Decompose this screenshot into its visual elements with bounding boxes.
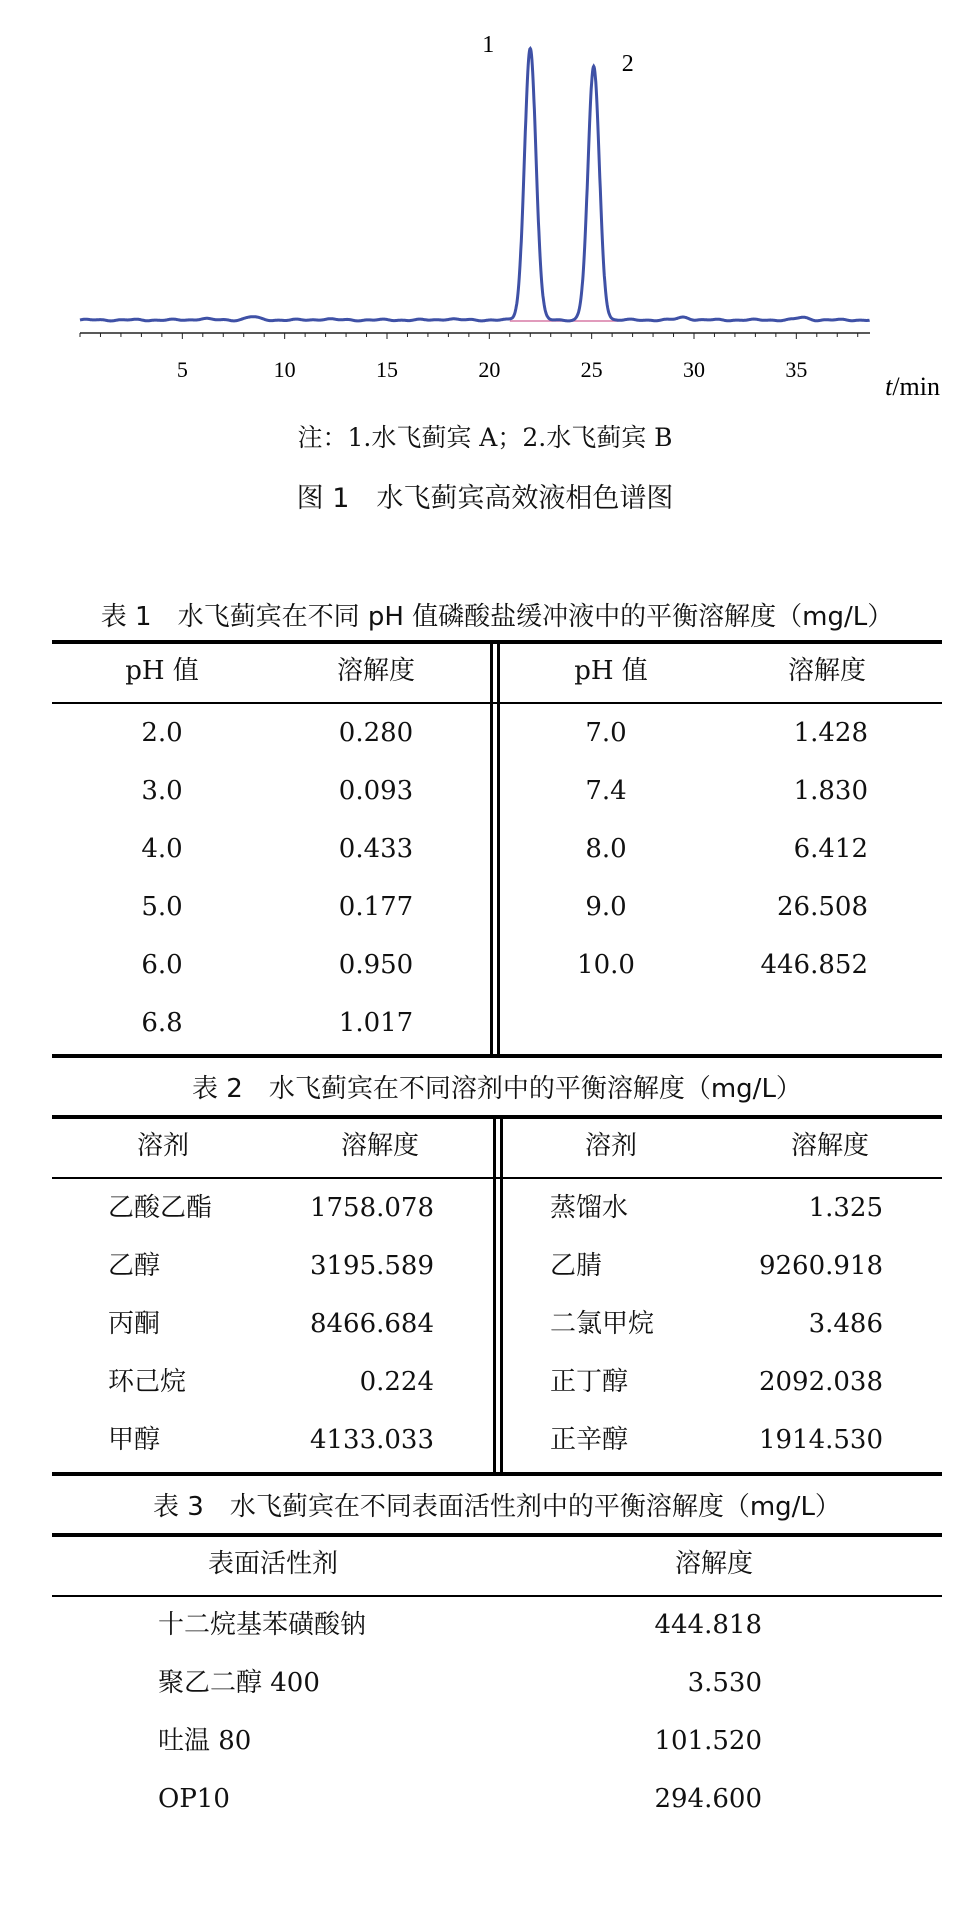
table3-solubility-cell: 444.818 <box>654 1610 762 1640</box>
table2-solubility-cell: 1.325 <box>808 1193 883 1223</box>
table2-solvent-cell: 甲醇 <box>108 1425 161 1455</box>
table3-top-rule <box>52 1533 942 1537</box>
figure-note: 注：1.水飞蓟宾 A；2.水飞蓟宾 B <box>297 423 673 452</box>
table2-solubility-cell: 2092.038 <box>758 1367 883 1397</box>
peak-label: 2 <box>621 51 634 78</box>
table1-solubility-cell: 446.852 <box>760 950 868 980</box>
table3-solubility-cell: 3.530 <box>687 1668 762 1698</box>
table3-surfactant-cell: 聚乙二醇 400 <box>158 1668 320 1698</box>
table2-solubility-cell: 3.486 <box>808 1309 883 1339</box>
table2-header: 溶剂 <box>584 1131 638 1161</box>
table3-surfactant-cell: 十二烷基苯磺酸钠 <box>158 1610 367 1640</box>
table2-solvent-cell: 乙酸乙酯 <box>108 1193 213 1223</box>
table1-solubility-cell: 1.830 <box>793 776 868 806</box>
table1-solubility-cell: 6.412 <box>793 834 868 864</box>
table2-solvent-cell: 正丁醇 <box>550 1367 629 1397</box>
table1-ph-cell: 10.0 <box>577 950 635 980</box>
table2-solvent-cell: 环己烷 <box>108 1367 187 1397</box>
peak-labels <box>482 32 633 77</box>
table1-ph-cell: 6.8 <box>141 1008 183 1038</box>
table2-solubility-cell: 4133.033 <box>309 1425 434 1455</box>
table1-ph-cell: 6.0 <box>141 950 183 980</box>
table2-solvent-cell: 乙腈 <box>550 1251 603 1281</box>
table2-solvent-cell: 正辛醇 <box>550 1425 629 1455</box>
table3-solubility-cell: 294.600 <box>654 1784 762 1814</box>
x-axis-label: t/min <box>885 372 940 401</box>
table1-ph-cell: 3.0 <box>141 776 183 806</box>
table1-ph-cell: 8.0 <box>585 834 627 864</box>
x-tick-label: 20 <box>478 357 501 382</box>
table1-ph-cell: 9.0 <box>585 892 627 922</box>
table1-header: pH 值 <box>574 656 648 686</box>
x-tick-label: 25 <box>580 357 603 382</box>
table1-solubility-cell: 0.177 <box>338 892 414 922</box>
table2-header: 溶剂 <box>136 1131 190 1161</box>
table1-header: 溶解度 <box>336 656 416 686</box>
table1-solubility-cell: 0.093 <box>338 776 414 806</box>
x-tick-labels <box>177 357 807 382</box>
table1-solubility-cell: 0.280 <box>338 718 414 748</box>
table1-header: pH 值 <box>125 656 199 686</box>
table3-header-rule <box>52 1595 942 1597</box>
table2-solvent-cell: 丙酮 <box>108 1309 161 1339</box>
table1-header: 溶解度 <box>787 656 867 686</box>
table1-solubility-cell: 1.017 <box>338 1008 414 1038</box>
x-tick-label: 15 <box>375 357 398 382</box>
table2-solvent-cell: 二氯甲烷 <box>550 1309 655 1339</box>
table1-solubility-cell: 0.433 <box>338 834 414 864</box>
table2-solubility-cell: 9260.918 <box>758 1251 883 1281</box>
table3-header: 表面活性剂 <box>207 1549 339 1579</box>
table2-column-divider <box>493 1117 503 1474</box>
peak-label: 1 <box>482 32 495 58</box>
table1-title: 表 1 水飞蓟宾在不同 pH 值磷酸盐缓冲液中的平衡溶解度（mg/L） <box>100 602 894 632</box>
figure-title: 图 1 水飞蓟宾高效液相色谱图 <box>296 483 674 514</box>
x-tick-label: 5 <box>176 357 188 382</box>
x-tick-label: 30 <box>682 357 705 382</box>
table1-ph-cell: 7.4 <box>585 776 627 806</box>
table2-solubility-cell: 1914.530 <box>758 1425 883 1455</box>
table1-solubility-cell: 1.428 <box>793 718 868 748</box>
table2-title: 表 2 水飞蓟宾在不同溶剂中的平衡溶解度（mg/L） <box>192 1074 802 1104</box>
table1-ph-cell: 7.0 <box>585 718 627 748</box>
table3-title: 表 3 水飞蓟宾在不同表面活性剂中的平衡溶解度（mg/L） <box>153 1492 841 1522</box>
x-axis <box>80 333 870 339</box>
table1-solubility-cell: 26.508 <box>777 892 868 922</box>
table2-solubility-cell: 3195.589 <box>309 1251 434 1281</box>
table2-solvent-cell: 蒸馏水 <box>550 1193 629 1223</box>
table3-header: 溶解度 <box>674 1549 754 1579</box>
table2-header: 溶解度 <box>790 1131 870 1161</box>
table1-solubility-cell: 0.950 <box>338 950 414 980</box>
table3-surfactant-cell: OP10 <box>158 1784 230 1814</box>
table2-header: 溶解度 <box>340 1131 420 1161</box>
table2-solubility-cell: 1758.078 <box>309 1193 434 1223</box>
x-tick-label: 35 <box>785 357 808 382</box>
table2-solubility-cell: 8466.684 <box>309 1309 434 1339</box>
table3-surfactant-cell: 吐温 80 <box>158 1726 252 1756</box>
x-tick-label: 10 <box>273 357 296 382</box>
table1-ph-cell: 5.0 <box>141 892 183 922</box>
table2-solvent-cell: 乙醇 <box>108 1251 161 1281</box>
table1-ph-cell: 2.0 <box>141 718 183 748</box>
chromatogram-chart <box>0 0 970 410</box>
table1-column-divider <box>490 642 500 1056</box>
table1-ph-cell: 4.0 <box>141 834 183 864</box>
table2-solubility-cell: 0.224 <box>359 1367 434 1397</box>
table3-solubility-cell: 101.520 <box>654 1726 762 1756</box>
chromatogram-trace <box>80 49 870 321</box>
